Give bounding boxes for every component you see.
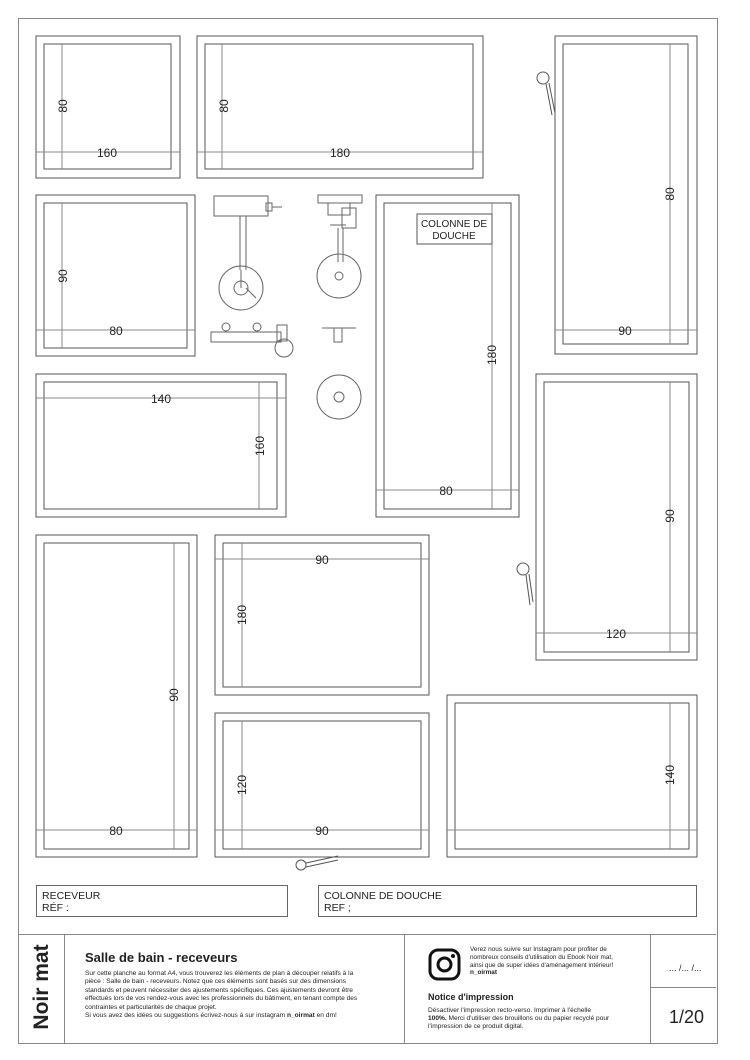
dim-label: 120	[605, 627, 627, 641]
brand	[18, 935, 64, 1043]
divider	[650, 987, 716, 988]
divider	[64, 935, 65, 1043]
dim-label: 80	[663, 187, 677, 201]
dim-label: 90	[315, 824, 329, 838]
brand-logo: Noir mat	[30, 944, 53, 1030]
date-field[interactable]: ... /... /...	[669, 963, 702, 973]
page-number: 1/20	[669, 1007, 705, 1027]
description	[85, 970, 368, 1020]
dim-label: 90	[663, 509, 677, 523]
notice-title: Notice d'impression	[428, 992, 514, 1002]
footer	[18, 934, 716, 1043]
dim-label: 180	[485, 344, 499, 366]
dim-label: 90	[618, 324, 632, 338]
description-text: Si vous avez des idées ou suggestions écrivez-nous à sur instagram	[85, 1012, 287, 1020]
receveur-label: RECEVEUR	[42, 890, 101, 902]
dim-label: 80	[56, 99, 70, 113]
hook-icon-3[interactable]	[296, 856, 338, 870]
dim-label: 80	[439, 484, 453, 498]
divider	[404, 935, 405, 1043]
divider	[650, 935, 651, 1043]
dim-label: 160	[96, 146, 118, 160]
valve-icon[interactable]	[322, 328, 356, 342]
dim-label: 160	[253, 435, 267, 457]
dim-label: 90	[315, 553, 329, 567]
shower-column-label: DOUCHE	[432, 231, 476, 242]
hook-icon-2[interactable]	[517, 563, 533, 605]
instagram-icon[interactable]	[428, 948, 461, 981]
colonne-ref: REF ;	[324, 902, 351, 914]
receveur-ref: RÉF :	[42, 902, 69, 914]
description-text: en dm!	[314, 1012, 337, 1020]
colonne-ref-box[interactable]	[318, 885, 697, 917]
notice-text	[428, 1007, 611, 1032]
dim-label: 140	[663, 764, 677, 786]
instagram-text-body: Verez nous suivre sur Instagram pour profiter de nombreux conseils d'utilisation du Ebook Noir mat, ainsi que de super idées d'aménagement intérieur!	[470, 946, 614, 969]
shower-mixer-front-icon[interactable]	[211, 323, 293, 357]
notice-bold: 100%.	[428, 1015, 447, 1023]
shower-mixer-side-icon[interactable]	[214, 196, 282, 310]
dim-label: 80	[109, 824, 123, 838]
description-text: Sur cette planche au format A4, vous trouverez les éléments de plan à découper relatifs à la pièce : Salle de bain - receveurs. Notez que ces éléments sont basés sur des dimensions standards et peuvent nécessiter des ajustements spécifiques. Ces ajustements devront être effectués lors de vos rendez-vous avec les professionnels du bâtiment, en tenant compte des contraintes et particularités de chaque projet.	[85, 970, 358, 1011]
shower-column-top-icon[interactable]	[317, 195, 362, 298]
dim-label: 90	[56, 269, 70, 283]
hook-icon-1[interactable]	[537, 72, 555, 115]
instagram-handle[interactable]: n_oirmat	[470, 969, 497, 977]
notice-text-body: Merci d'utiliser des brouillons ou du papier recyclé pour l'impression de ce produit digital.	[428, 1015, 610, 1031]
dim-label: 80	[217, 99, 231, 113]
page-title: Salle de bain - receveurs	[85, 950, 238, 965]
instagram-text	[470, 946, 620, 977]
dim-label: 140	[150, 392, 172, 406]
shower-column-label: COLONNE DE	[420, 219, 488, 230]
colonne-label: COLONNE DE DOUCHE	[324, 890, 442, 902]
dim-label: 180	[235, 604, 249, 626]
receveur-ref-box[interactable]	[36, 885, 288, 917]
dim-label: 80	[109, 324, 123, 338]
shower-head-icon[interactable]	[317, 375, 361, 419]
shower-tray-140x90[interactable]	[447, 695, 697, 857]
instagram-handle[interactable]: n_oirmat	[286, 1012, 315, 1020]
dim-label: 120	[235, 774, 249, 796]
dim-label: 90	[167, 688, 181, 702]
notice-text-body: Désactiver l'impression recto-verso. Imprimer à l'échelle	[428, 1007, 592, 1014]
dim-label: 180	[329, 146, 351, 160]
